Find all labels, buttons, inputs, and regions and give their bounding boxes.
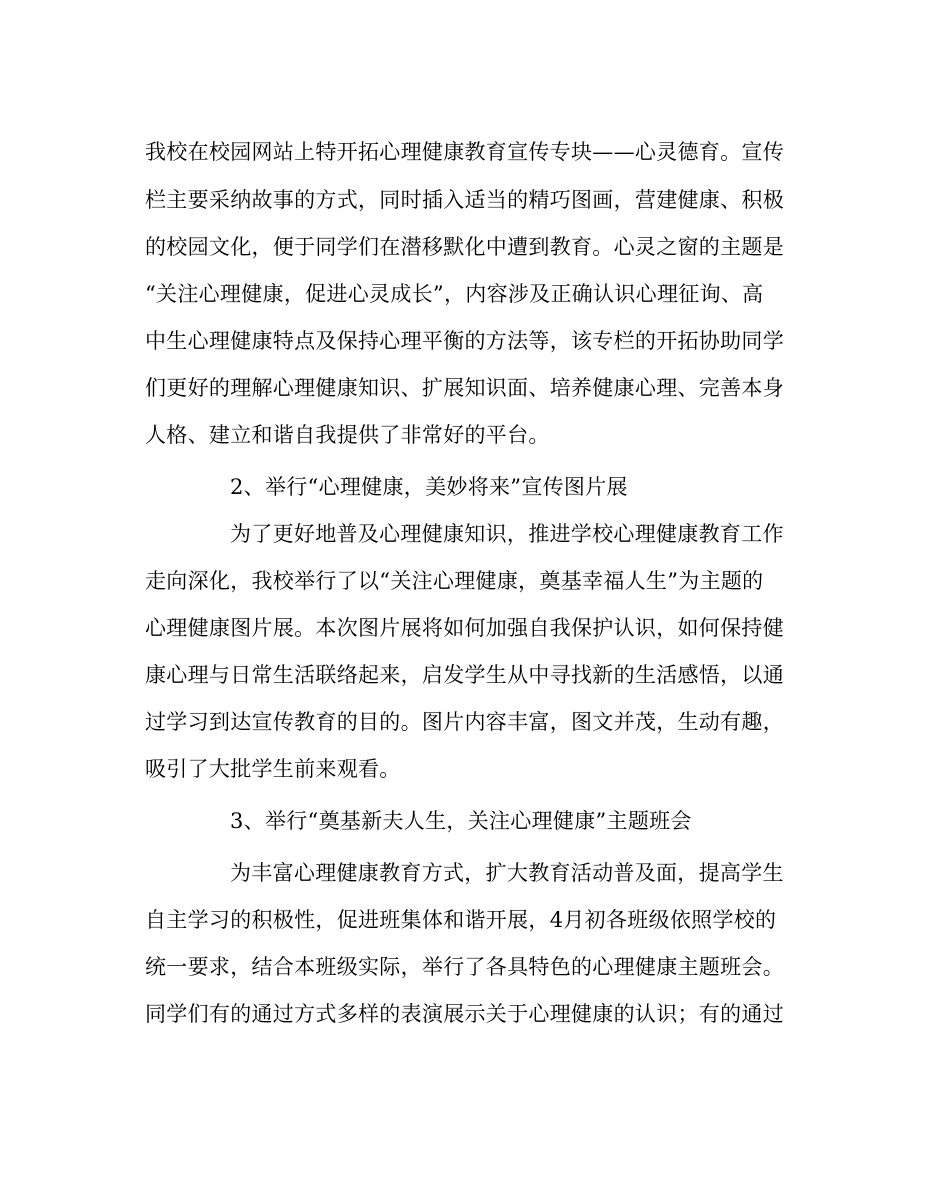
paragraph-line: 统一要求，结合本班级实际，举行了各具特色的心理健康主题班会。 [145,955,784,979]
paragraph-line: 我校在校园网站上特开拓心理健康教育宣传专块——心灵德育。宣传 [145,140,784,164]
paragraph-line: 自主学习的积极性，促进班集体和谐开展，4月初各班级依照学校的 [145,908,777,932]
paragraph-line: 走向深化，我校举行了以“关注心理健康，奠基幸福人生”为主题的 [145,569,764,593]
paragraph-line: 为丰富心理健康教育方式，扩大教育活动普及面，提高学生 [230,861,784,885]
paragraph-line: 中生心理健康特点及保持心理平衡的方法等，该专栏的开拓协助同学 [145,329,784,353]
paragraph-line: 为了更好地普及心理健康知识，推进学校心理健康教育工作 [230,522,784,546]
paragraph-line: 们更好的理解心理健康知识、扩展知识面、培养健康心理、完善本身 [145,376,784,400]
section-heading-3: 3、举行“奠基新夫人生，关注心理健康”主题班会 [230,809,692,833]
paragraph-line: 康心理与日常生活联络起来，启发学生从中寻找新的生活感悟，以通 [145,663,784,687]
paragraph-line: 过学习到达宣传教育的目的。图片内容丰富，图文并茂，生动有趣， [145,710,784,734]
paragraph-line: 栏主要采纳故事的方式，同时插入适当的精巧图画，营建健康、积极 [145,188,784,212]
section-heading-2: 2、举行“心理健康，美妙将来”宣传图片展 [230,475,628,499]
paragraph-line: 同学们有的通过方式多样的表演展示关于心理健康的认识；有的通过 [145,1002,784,1026]
paragraph-line: 心理健康图片展。本次图片展将如何加强自我保护认识，如何保持健 [145,616,784,640]
paragraph-line: 的校园文化，便于同学们在潜移默化中遭到教育。心灵之窗的主题是 [145,235,784,259]
paragraph-line: 人格、建立和谐自我提供了非常好的平台。 [145,423,550,447]
paragraph-line: “关注心理健康，促进心灵成长”，内容涉及正确认识心理征询、高 [145,282,764,306]
paragraph-line: 吸引了大批学生前来观看。 [145,757,401,781]
